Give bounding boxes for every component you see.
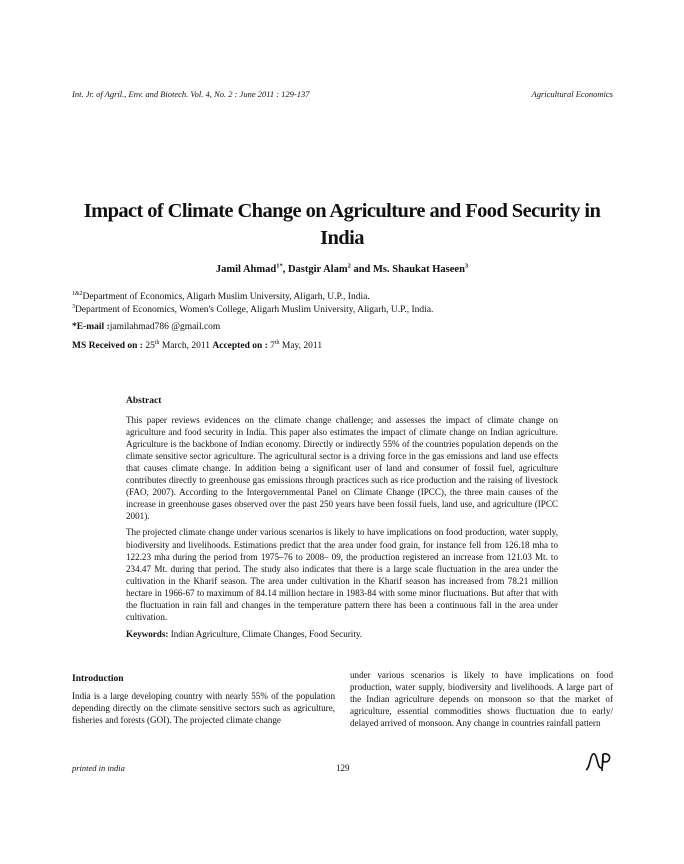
printed-in-note: printed in india — [72, 763, 125, 773]
author-list — [72, 264, 612, 275]
keywords-text: Indian Agriculture, Climate Changes, Food Security. — [170, 628, 363, 639]
affiliation-text: Department of Economics, Women's College, Aligarh Muslim University, Aligarh, U.P., India. — [74, 305, 434, 315]
abstract-section — [126, 395, 558, 640]
author-affiliation-mark: 3 — [464, 262, 469, 270]
author-name: Jamil Ahmad — [215, 264, 277, 275]
received-label: MS Received on : — [72, 341, 143, 351]
author-separator: and — [350, 264, 374, 275]
affiliation — [72, 305, 433, 315]
author-name: Dastgir Alam — [287, 264, 348, 275]
accepted-date-rest: May, 2011 — [281, 341, 323, 351]
affiliation-text: Department of Economics, Aligarh Muslim University, Aligarh, U.P., India. — [82, 292, 370, 302]
paper-title: Impact of Climate Change on Agriculture and Food Security in India — [83, 200, 601, 249]
accepted-day: 7 — [270, 341, 275, 351]
accepted-suffix: th — [274, 339, 280, 346]
section-header: Agricultural Economics — [531, 89, 613, 99]
introduction-left-column — [72, 673, 335, 726]
accepted-label: Accepted on : — [212, 341, 268, 351]
author-affiliation-mark: 1* — [276, 262, 283, 270]
manuscript-dates — [72, 341, 322, 351]
page-number: 129 — [336, 763, 350, 773]
contact-email — [72, 322, 220, 332]
author-name: Ms. Shaukat Haseen — [373, 264, 465, 275]
introduction-right-column — [350, 669, 613, 729]
affiliation-mark: 3 — [72, 303, 75, 310]
affiliation — [72, 292, 370, 302]
keywords-line — [126, 628, 558, 640]
received-suffix: th — [154, 339, 160, 346]
affiliation-mark: 1&2 — [72, 290, 83, 297]
keywords-label: Keywords: — [126, 628, 169, 639]
introduction-heading: Introduction — [72, 674, 124, 684]
introduction-right-text: under various scenarios is likely to have implications on food production, water supply, biodiversity and livelihoods. A large part of the Indian agriculture depends on monsoon so that the market of agriculture, essential commodities shows fluctuation due to early/ delayed arrived of monsoon. Any change in countries rainfall pattern — [350, 670, 613, 729]
introduction-left-text: India is a large developing country with nearly 55% of the population depending directly on the climate sensitive sectors such as agriculture, fisheries and forests (GOI). The projected climate change — [72, 691, 335, 726]
email-address[interactable]: jamilahmad786 @gmail.com — [109, 322, 221, 332]
publisher-logo — [584, 750, 614, 777]
np-logo-icon — [584, 750, 614, 772]
author-separator: , — [282, 264, 288, 275]
email-label: *E-mail : — [72, 322, 110, 332]
abstract-paragraph: The projected climate change under various scenarios is likely to have implications on food production, water supply, biodiversity and livelihoods. Estimations predict that the area under food grain, for instance fell from 126.18 mha to 122.23 mha during the period from 1975–76 to 2008– 09, the production registered an increase from 121.03 Mt. to 234.47 Mt. during that period. The study also indicates that there is a large scale fluctuation in the area under the cultivation in the Kharif season. The area under cultivation in the Kharif season has increased from 78.21 million hectare in 1966-67 to maximum of 84.14 million hectare in 1983-84 with some minor fluctuations. But after that with the fluctuation in rain fall and changes in the temperature pattern there has been a continuous fall in the area under cultivation. — [126, 527, 558, 622]
journal-header: Int. Jr. of Agril., Env. and Biotech. Vol. 4, No. 2 : June 2011 : 129-137 — [72, 89, 310, 99]
abstract-heading: Abstract — [126, 396, 162, 406]
received-day: 25 — [145, 341, 155, 351]
author-affiliation-mark: 2 — [347, 262, 351, 270]
abstract-paragraph: This paper reviews evidences on the climate change challenge; and assesses the impact of climate change on agriculture and food security in India. This paper also estimates the impact of climate change on Indian agriculture. Agriculture is the backbone of Indian economy. Directly or indirectly 55% of the countries population depends on the climate sensitive sector agriculture. The agricultural sector is a driving force in the gas emissions and land use effects that causes climate change. In addition being a significant user of land and consumer of fossil fuel, agriculture contributes directly to greenhouse gas emissions through practices such as rice production and the raising of livestock (FAO, 2007). According to the Intergovernmental Panel on Climate Change (IPCC), the three main causes of the increase in greenhouse gases observed over the past 250 years have been fossil fuels, land use, and agriculture (IPCC 2001). — [126, 415, 558, 522]
received-date-rest: March, 2011 — [161, 341, 211, 351]
